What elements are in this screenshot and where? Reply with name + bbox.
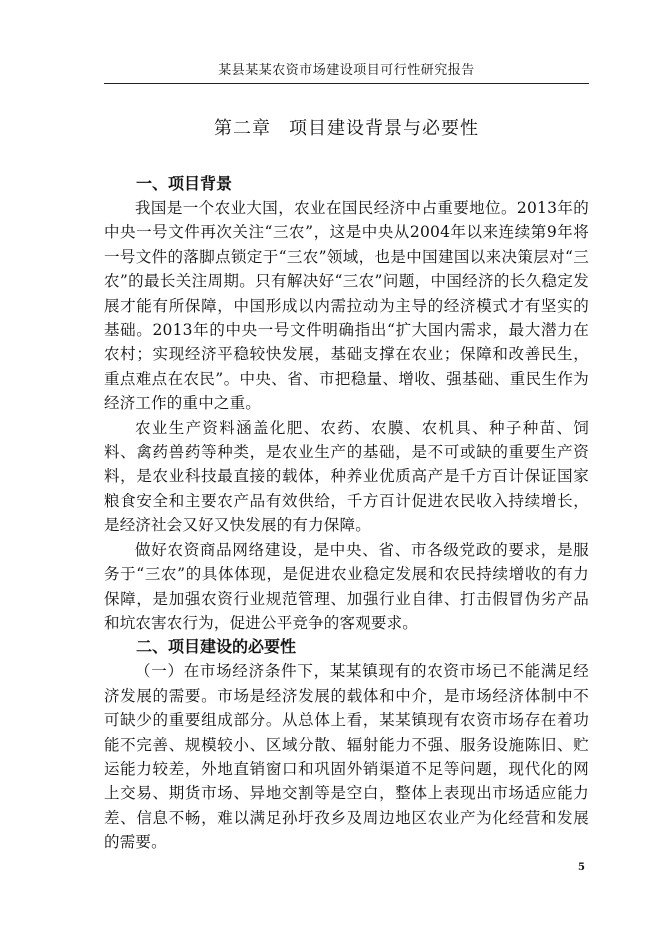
running-header: 某县某某农资市场建设项目可行性研究报告 xyxy=(218,63,475,78)
paragraph: 做好农资商品网络建设，是中央、省、市各级党政的要求，是服务于“三农”的具体体现，是促进农业稳定发展和农民持续增收的有力保障，是加强农资行业规范管理、加强行业自律、打击假冒伪劣产品和坑农害农行为，促进公平竞争的客观要求。 xyxy=(104,540,589,632)
chapter-title xyxy=(104,117,589,141)
paragraph: 农业生产资料涵盖化肥、农药、农膜、农机具、种子种苗、饲料、禽药兽药等种类，是农业生产的基础，是不可或缺的重要生产资料，是农业科技最直接的载体，种养业优质高产是千方百计保证国家粮食安全和主要农产品有效供给，千方百计促进农民收入持续增长，是经济社会又好又快发展的有力保障。 xyxy=(104,418,589,535)
page-number: 5 xyxy=(578,862,585,873)
paragraph: 我国是一个农业大国，农业在国民经济中占重要地位。2013年的中央一号文件再次关注“三农”，这是中央从2004年以来连续第9年将一号文件的落脚点锁定于“三农”领域，也是中国建国以来决策层对“三农”的最长关注周期。只有解决好“三农”问题，中国经济的长久稳定发展才能有所保障，中国形成以内需拉动为主导的经济模式才有坚实的基础。2013年的中央一号文件明确指出“扩大国内需求，最大潜力在农村；实现经济平稳较快发展，基础支撑在农业；保障和改善民生，重点难点在农民”。中央、省、市把稳量、增收、强基础、重民生作为经济工作的重中之重。 xyxy=(104,199,589,413)
chapter-number: 第二章 xyxy=(214,118,271,139)
header-rule xyxy=(104,83,589,84)
paragraph: （一）在市场经济条件下，某某镇现有的农资市场已不能满足经济发展的需要。市场是经济发展的载体和中介，是市场经济体制中不可缺少的重要组成部分。从总体上看，某某镇现有农资市场存在着功能不完善、规模较小、区域分散、辐射能力不强、服务设施陈旧、贮运能力较差，外地直销窗口和巩固外销渠道不足等问题，现代化的网上交易、期货市场、异地交割等是空白，整体上表现出市场适应能力差、信息不畅，难以满足孙圩孜乡及周边地区农业产为化经营和发展的需要。 xyxy=(104,662,589,852)
chapter-name: 项目建设背景与必要性 xyxy=(289,118,479,139)
section-heading-background: 一、项目背景 xyxy=(136,174,233,193)
section-heading-necessity: 二、项目建设的必要性 xyxy=(136,637,297,657)
body-text xyxy=(104,172,589,855)
